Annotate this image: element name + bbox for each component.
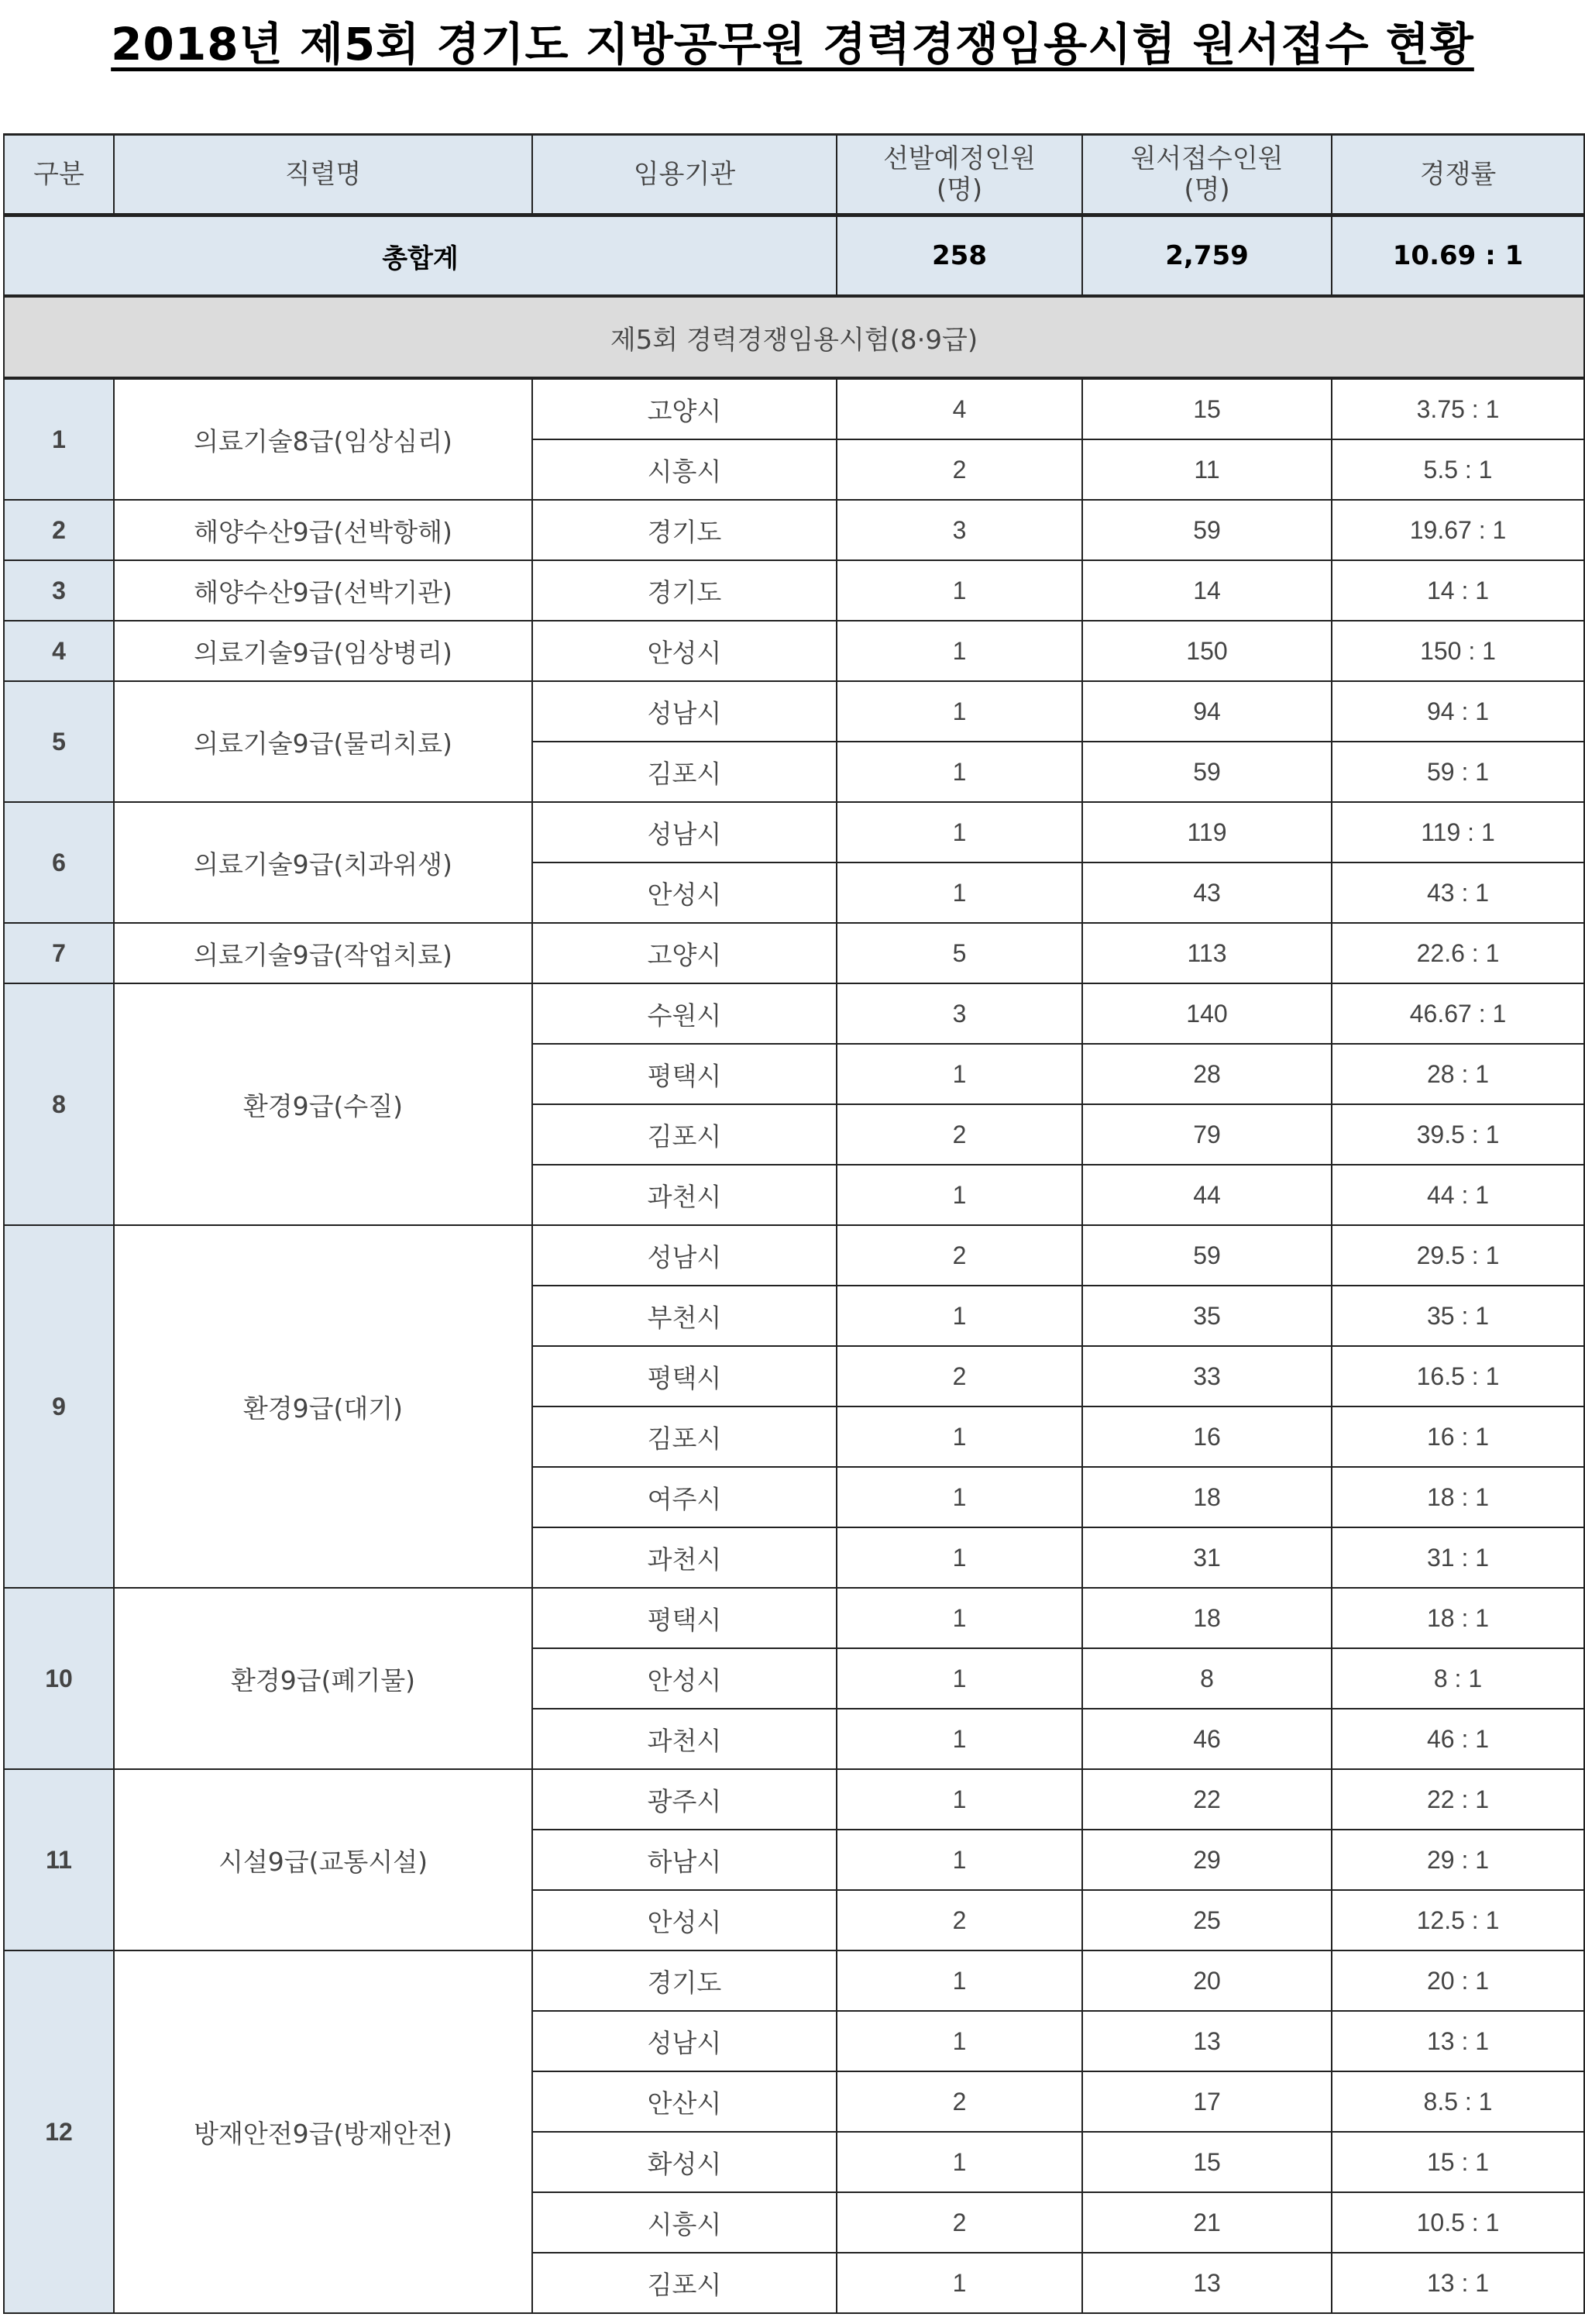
row-org: 안성시 — [532, 1890, 837, 1950]
row-org: 시흥시 — [532, 2192, 837, 2253]
row-applied: 15 — [1082, 378, 1332, 439]
total-label: 총합계 — [4, 215, 837, 297]
table-row — [4, 1225, 1584, 1286]
row-planned: 1 — [837, 1286, 1082, 1346]
total-planned: 258 — [837, 215, 1082, 297]
header-category: 구분 — [4, 135, 114, 215]
row-ratio: 20 : 1 — [1332, 1950, 1584, 2011]
row-org: 고양시 — [532, 378, 837, 439]
row-applied: 119 — [1082, 802, 1332, 862]
row-applied: 29 — [1082, 1830, 1332, 1890]
row-planned: 1 — [837, 862, 1082, 923]
header-job: 직렬명 — [114, 135, 532, 215]
row-planned: 1 — [837, 1467, 1082, 1527]
row-org: 화성시 — [532, 2132, 837, 2192]
row-applied: 113 — [1082, 923, 1332, 983]
row-category: 3 — [4, 560, 114, 621]
row-org: 성남시 — [532, 2011, 837, 2071]
row-ratio: 13 : 1 — [1332, 2253, 1584, 2313]
row-applied: 16 — [1082, 1406, 1332, 1467]
row-planned: 1 — [837, 2253, 1082, 2313]
row-planned: 1 — [837, 1044, 1082, 1104]
row-org: 안산시 — [532, 2071, 837, 2132]
row-ratio: 29.5 : 1 — [1332, 1225, 1584, 1286]
table-row — [4, 500, 1584, 560]
row-org: 평택시 — [532, 1044, 837, 1104]
row-ratio: 28 : 1 — [1332, 1044, 1584, 1104]
row-ratio: 16.5 : 1 — [1332, 1346, 1584, 1406]
row-planned: 1 — [837, 2132, 1082, 2192]
row-ratio: 119 : 1 — [1332, 802, 1584, 862]
header-planned: 선발예정인원 (명) — [837, 135, 1082, 215]
row-planned: 1 — [837, 742, 1082, 802]
table-row — [4, 1950, 1584, 2011]
row-category: 9 — [4, 1225, 114, 1588]
row-planned: 1 — [837, 1709, 1082, 1769]
row-planned: 1 — [837, 1648, 1082, 1709]
row-category: 7 — [4, 923, 114, 983]
row-org: 안성시 — [532, 1648, 837, 1709]
row-job: 의료기술9급(치과위생) — [114, 802, 532, 923]
row-org: 평택시 — [532, 1346, 837, 1406]
row-org: 안성시 — [532, 621, 837, 681]
row-org: 과천시 — [532, 1165, 837, 1225]
row-planned: 1 — [837, 1588, 1082, 1648]
row-ratio: 19.67 : 1 — [1332, 500, 1584, 560]
row-org: 안성시 — [532, 862, 837, 923]
row-org: 성남시 — [532, 802, 837, 862]
total-ratio: 10.69 : 1 — [1332, 215, 1584, 297]
row-ratio: 150 : 1 — [1332, 621, 1584, 681]
row-category: 10 — [4, 1588, 114, 1769]
row-applied: 18 — [1082, 1467, 1332, 1527]
row-applied: 94 — [1082, 681, 1332, 742]
row-applied: 44 — [1082, 1165, 1332, 1225]
table-row — [4, 1769, 1584, 1830]
row-org: 성남시 — [532, 1225, 837, 1286]
row-planned: 1 — [837, 1406, 1082, 1467]
row-applied: 79 — [1082, 1104, 1332, 1165]
row-ratio: 35 : 1 — [1332, 1286, 1584, 1346]
row-planned: 2 — [837, 2192, 1082, 2253]
row-ratio: 43 : 1 — [1332, 862, 1584, 923]
row-applied: 18 — [1082, 1588, 1332, 1648]
row-job: 해양수산9급(선박항해) — [114, 500, 532, 560]
row-ratio: 8 : 1 — [1332, 1648, 1584, 1709]
row-ratio: 44 : 1 — [1332, 1165, 1584, 1225]
row-category: 11 — [4, 1769, 114, 1950]
row-org: 평택시 — [532, 1588, 837, 1648]
row-applied: 59 — [1082, 500, 1332, 560]
row-ratio: 15 : 1 — [1332, 2132, 1584, 2192]
row-applied: 59 — [1082, 742, 1332, 802]
row-applied: 22 — [1082, 1769, 1332, 1830]
row-ratio: 18 : 1 — [1332, 1467, 1584, 1527]
row-category: 2 — [4, 500, 114, 560]
row-job: 환경9급(폐기물) — [114, 1588, 532, 1769]
row-job: 시설9급(교통시설) — [114, 1769, 532, 1950]
row-applied: 8 — [1082, 1648, 1332, 1709]
row-planned: 1 — [837, 2011, 1082, 2071]
row-planned: 2 — [837, 1104, 1082, 1165]
row-category: 1 — [4, 378, 114, 500]
row-org: 부천시 — [532, 1286, 837, 1346]
row-org: 김포시 — [532, 1406, 837, 1467]
row-applied: 13 — [1082, 2253, 1332, 2313]
row-planned: 3 — [837, 983, 1082, 1044]
row-org: 경기도 — [532, 560, 837, 621]
table-row — [4, 560, 1584, 621]
row-applied: 46 — [1082, 1709, 1332, 1769]
table-row — [4, 1588, 1584, 1648]
row-org: 하남시 — [532, 1830, 837, 1890]
row-ratio: 22 : 1 — [1332, 1769, 1584, 1830]
row-planned: 1 — [837, 802, 1082, 862]
row-applied: 14 — [1082, 560, 1332, 621]
row-applied: 13 — [1082, 2011, 1332, 2071]
table-row — [4, 923, 1584, 983]
row-applied: 150 — [1082, 621, 1332, 681]
row-planned: 1 — [837, 621, 1082, 681]
row-applied: 25 — [1082, 1890, 1332, 1950]
row-applied: 21 — [1082, 2192, 1332, 2253]
row-planned: 1 — [837, 681, 1082, 742]
row-org: 수원시 — [532, 983, 837, 1044]
row-applied: 31 — [1082, 1527, 1332, 1588]
table-row — [4, 621, 1584, 681]
row-org: 김포시 — [532, 2253, 837, 2313]
row-applied: 43 — [1082, 862, 1332, 923]
row-org: 경기도 — [532, 1950, 837, 2011]
row-ratio: 3.75 : 1 — [1332, 378, 1584, 439]
row-org: 고양시 — [532, 923, 837, 983]
row-applied: 140 — [1082, 983, 1332, 1044]
row-planned: 1 — [837, 1769, 1082, 1830]
row-category: 6 — [4, 802, 114, 923]
row-ratio: 13 : 1 — [1332, 2011, 1584, 2071]
row-org: 시흥시 — [532, 439, 837, 500]
row-planned: 3 — [837, 500, 1082, 560]
row-applied: 33 — [1082, 1346, 1332, 1406]
row-job: 방재안전9급(방재안전) — [114, 1950, 532, 2313]
row-ratio: 5.5 : 1 — [1332, 439, 1584, 500]
row-applied: 35 — [1082, 1286, 1332, 1346]
total-row — [4, 215, 1584, 297]
page-title: 2018년 제5회 경기도 지방공무원 경력경쟁임용시험 원서접수 현황 — [111, 18, 1474, 71]
table-row — [4, 378, 1584, 439]
table-row — [4, 681, 1584, 742]
row-job: 환경9급(대기) — [114, 1225, 532, 1588]
row-planned: 2 — [837, 2071, 1082, 2132]
row-job: 의료기술9급(임상병리) — [114, 621, 532, 681]
row-job: 의료기술9급(작업치료) — [114, 923, 532, 983]
row-org: 과천시 — [532, 1709, 837, 1769]
row-applied: 15 — [1082, 2132, 1332, 2192]
row-ratio: 46.67 : 1 — [1332, 983, 1584, 1044]
row-ratio: 22.6 : 1 — [1332, 923, 1584, 983]
row-org: 여주시 — [532, 1467, 837, 1527]
row-ratio: 29 : 1 — [1332, 1830, 1584, 1890]
header-ratio: 경쟁률 — [1332, 135, 1584, 215]
row-job: 의료기술9급(물리치료) — [114, 681, 532, 802]
row-planned: 2 — [837, 1225, 1082, 1286]
row-ratio: 8.5 : 1 — [1332, 2071, 1584, 2132]
row-ratio: 46 : 1 — [1332, 1709, 1584, 1769]
row-planned: 1 — [837, 1527, 1082, 1588]
row-planned: 1 — [837, 1950, 1082, 2011]
header-row — [4, 135, 1584, 215]
section-row — [4, 296, 1584, 378]
row-planned: 2 — [837, 1346, 1082, 1406]
row-planned: 2 — [837, 439, 1082, 500]
row-category: 12 — [4, 1950, 114, 2313]
row-planned: 1 — [837, 1165, 1082, 1225]
row-applied: 20 — [1082, 1950, 1332, 2011]
row-ratio: 18 : 1 — [1332, 1588, 1584, 1648]
row-ratio: 39.5 : 1 — [1332, 1104, 1584, 1165]
row-job: 해양수산9급(선박기관) — [114, 560, 532, 621]
row-ratio: 12.5 : 1 — [1332, 1890, 1584, 1950]
row-category: 4 — [4, 621, 114, 681]
table-row — [4, 802, 1584, 862]
row-org: 과천시 — [532, 1527, 837, 1588]
row-org: 김포시 — [532, 1104, 837, 1165]
row-org: 광주시 — [532, 1769, 837, 1830]
recruitment-table — [3, 133, 1585, 2314]
row-org: 성남시 — [532, 681, 837, 742]
row-applied: 59 — [1082, 1225, 1332, 1286]
row-ratio: 16 : 1 — [1332, 1406, 1584, 1467]
row-org: 김포시 — [532, 742, 837, 802]
header-org: 임용기관 — [532, 135, 837, 215]
row-planned: 1 — [837, 560, 1082, 621]
row-org: 경기도 — [532, 500, 837, 560]
table-row — [4, 983, 1584, 1044]
row-applied: 28 — [1082, 1044, 1332, 1104]
row-job: 의료기술8급(임상심리) — [114, 378, 532, 500]
row-applied: 17 — [1082, 2071, 1332, 2132]
row-ratio: 94 : 1 — [1332, 681, 1584, 742]
row-ratio: 14 : 1 — [1332, 560, 1584, 621]
row-ratio: 31 : 1 — [1332, 1527, 1584, 1588]
header-applied: 원서접수인원 (명) — [1082, 135, 1332, 215]
row-ratio: 10.5 : 1 — [1332, 2192, 1584, 2253]
row-job: 환경9급(수질) — [114, 983, 532, 1225]
section-title: 제5회 경력경쟁임용시험(8·9급) — [4, 296, 1584, 378]
row-applied: 11 — [1082, 439, 1332, 500]
row-planned: 5 — [837, 923, 1082, 983]
row-category: 5 — [4, 681, 114, 802]
row-category: 8 — [4, 983, 114, 1225]
total-applied: 2,759 — [1082, 215, 1332, 297]
row-planned: 2 — [837, 1890, 1082, 1950]
row-ratio: 59 : 1 — [1332, 742, 1584, 802]
row-planned: 4 — [837, 378, 1082, 439]
row-planned: 1 — [837, 1830, 1082, 1890]
